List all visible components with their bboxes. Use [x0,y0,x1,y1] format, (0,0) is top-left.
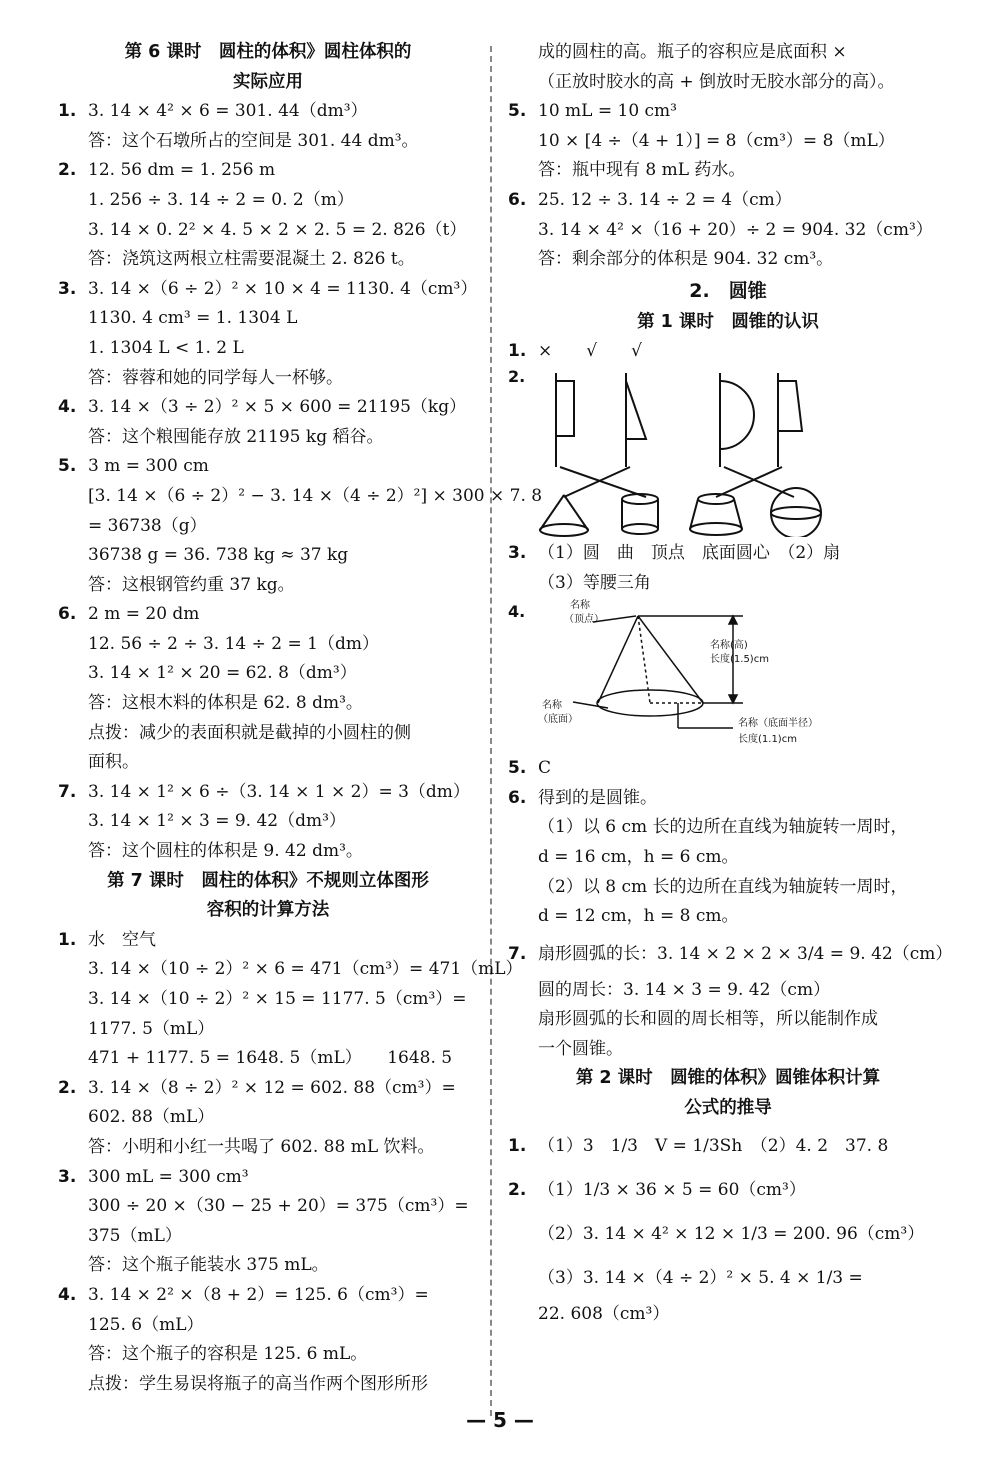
answer-line: 2. 12. 56 dm = 1. 256 m [58,160,276,181]
answer-line: 300 ÷ 20 ×（30 − 25 + 20）= 375（cm³）= [88,1196,469,1217]
answer-line: 圆的周长：3. 14 × 3 = 9. 42（cm） [538,979,831,1000]
answer-line: 1. 3. 14 × 4² × 6 = 301. 44（dm³） [58,101,368,122]
answer-line: 答：瓶中现有 8 mL 药水。 [538,160,746,181]
answer-line: 3. 14 × 1² × 20 = 62. 8（dm³） [88,663,357,684]
answer-line: （2）以 8 cm 长的边所在直线为轴旋转一周时， [538,876,908,897]
hint-line: 成的圆柱的高。瓶子的容积应是底面积 × [538,42,847,62]
answer-line: 7. 扇形圆弧的长：3. 14 × 2 × 2 × 3/4 = 9. 42（cm） [508,943,953,964]
answer-line: 扇形圆弧的长和圆的周长相等，所以能制作成 [538,1009,878,1030]
cone-diagram [538,598,838,748]
answer-line: 2. （1）1/3 × 36 × 5 = 60（cm³） [508,1179,806,1200]
answer-line: 一个圆锥。 [538,1038,623,1059]
hint-line: 面积。 [88,752,139,773]
answer-line: 答：这个粮囤能存放 21195 kg 稻谷。 [88,426,384,447]
answer-line: 1. × √ √ [508,341,642,362]
answer-line: 答：这根木料的体积是 62. 8 dm³。 [88,693,363,714]
answer-line: 3. 14 ×（10 ÷ 2）² × 15 = 1177. 5（cm³）= [88,989,467,1009]
lesson7-title: 第 7 课时 圆柱的体积》不规则立体图形 [107,870,429,891]
hint-line: （正放时胶水的高 + 倒放时无胶水部分的高）。 [538,71,895,92]
answer-line: 答：这个石墩所占的空间是 301. 44 dm³。 [88,130,419,151]
page-number: — 5 — [466,1408,534,1432]
label-radius-name: 名称（底面半径） [738,718,818,730]
answer-line: 答：剩余部分的体积是 904. 32 cm³。 [538,249,834,270]
label-vertex: （顶点） [564,614,604,626]
answer-line: 1130. 4 cm³ = 1. 1304 L [88,308,298,329]
answer-line: 答：这根钢管约重 37 kg。 [88,574,295,595]
right-column [508,38,953,1329]
lesson6-title-2: 实际应用 [233,71,303,92]
answer-line: d = 16 cm，h = 6 cm。 [538,846,739,867]
answer-line: 3. 14 × 0. 2² × 4. 5 × 2 × 2. 5 = 2. 826（t） [88,219,467,240]
answer-line: 1. （1）3 1/3 V = 1/3Sh （2）4. 2 37. 8 [508,1135,889,1156]
column-divider [490,46,492,1416]
answer-line: 471 + 1177. 5 = 1648. 5（mL） 1648. 5 [88,1048,453,1069]
answer-line: 12. 56 ÷ 2 ÷ 3. 14 ÷ 2 = 1（dm） [88,633,379,654]
answer-line: （3）等腰三角 [538,572,651,593]
rotation-matching-figure: 2. [508,367,948,537]
answer-line: （3）3. 14 ×（4 ÷ 2）² × 5. 4 × 1/3 = [538,1267,863,1288]
answer-line: d = 12 cm，h = 8 cm。 [538,906,739,927]
answer-line: 3. 14 × 1² × 3 = 9. 42（dm³） [88,811,346,832]
answer-line: = 36738（g） [88,515,207,536]
answer-line: 36738 g = 36. 738 kg ≈ 37 kg [88,545,349,566]
answer-line: 4. 3. 14 × 2² ×（8 + 2）= 125. 6（cm³）= [58,1284,429,1305]
answer-line: 6. 得到的是圆锥。 [508,787,657,808]
cone-lesson2-title: 第 2 课时 圆锥的体积》圆锥体积计算 [575,1068,881,1089]
answer-line: 答：这个瓶子能装水 375 mL。 [88,1255,329,1276]
label-base-name: 名称 [542,700,562,712]
answer-line: [3. 14 ×（6 ÷ 2）² − 3. 14 ×（4 ÷ 2）²] × 300 × 7. 8 [88,485,543,506]
answer-line: 答：小明和小红一共喝了 602. 88 mL 饮料。 [88,1136,435,1157]
lesson6-title: 第 6 课时 圆柱的体积》圆柱体积的 [124,42,412,62]
answer-line: 1. 1304 L < 1. 2 L [88,337,244,358]
answer-line: 1177. 5（mL） [88,1018,215,1039]
answer-line: 5. 3 m = 300 cm [58,456,209,477]
answer-line: 答：这个圆柱的体积是 9. 42 dm³。 [88,841,363,862]
answer-line: 答：浇筑这两根立柱需要混凝土 2. 826 t。 [88,249,415,270]
answer-line: 1. 水 空气 [58,929,156,950]
answer-line: 答：蓉蓉和她的同学每人一杯够。 [88,367,343,388]
answer-line: 125. 6（mL） [88,1314,204,1335]
answer-line: 5. 10 mL = 10 cm³ [508,101,677,122]
answer-line: 4. 3. 14 ×（3 ÷ 2）² × 5 × 600 = 21195（kg） [58,397,467,418]
answer-line: 答：这个瓶子的容积是 125. 6 mL。 [88,1344,368,1365]
answer-line: 3. 14 × 4² ×（16 + 20）÷ 2 = 904. 32（cm³） [538,219,933,240]
hint-line: 点拨：减少的表面积就是截掉的小圆柱的侧 [88,722,411,743]
answer-line: 3. 3. 14 ×（6 ÷ 2）² × 10 × 4 = 1130. 4（cm³） [58,278,478,299]
answer-line: 22. 608（cm³） [538,1303,670,1324]
lesson7-title-2: 容积的计算方法 [206,900,330,921]
cone-label-figure: 4. 名称 （顶点） 名称(高) 长度(1.5)cm 名称 （底面） 名称（底面半径） 长度(1.1)cm [508,598,948,754]
label-base: （底面） [538,714,578,726]
answer-line: 10 × [4 ÷（4 + 1）] = 8（cm³）= 8（mL） [538,130,895,151]
rotation-diagram [508,367,928,537]
answer-line: 3. （1）圆 曲 顶点 底面圆心 （2）扇 [508,542,841,563]
answer-line: 2. 3. 14 ×（8 ÷ 2）² × 12 = 602. 88（cm³）= [58,1077,456,1098]
answer-line: （1）以 6 cm 长的边所在直线为轴旋转一周时， [538,817,908,838]
answer-line: 6. 2 m = 20 dm [58,604,200,625]
answer-line: 602. 88（mL） [88,1107,215,1128]
answer-line: 6. 25. 12 ÷ 3. 14 ÷ 2 = 4（cm） [508,189,792,210]
cone-lesson2-title-2: 公式的推导 [684,1098,772,1119]
label-height-length: 长度(1.5)cm [710,654,769,666]
answer-line: 3. 14 ×（10 ÷ 2）² × 6 = 471（cm³）= 471（mL） [88,959,523,980]
label-height-name: 名称(高) [710,640,748,652]
left-column [58,38,543,1399]
answer-line: 375（mL） [88,1225,182,1246]
answer-line: 7. 3. 14 × 1² × 6 ÷（3. 14 × 1 × 2）= 3（dm） [58,781,470,802]
hint-line: 点拨：学生易误将瓶子的高当作两个图形所形 [88,1373,428,1394]
label-vertex-name: 名称 [570,600,590,612]
cone-lesson1-title: 第 1 课时 圆锥的认识 [637,311,819,332]
section-title: 2. 圆锥 [689,279,767,302]
answer-line: （2）3. 14 × 4² × 12 × 1/3 = 200. 96（cm³） [538,1223,925,1244]
label-radius-length: 长度(1.1)cm [738,734,797,746]
answer-line: 1. 256 ÷ 3. 14 ÷ 2 = 0. 2（m） [88,189,354,210]
answer-line: 5. C [508,758,552,779]
answer-line: 3. 300 mL = 300 cm³ [58,1166,249,1187]
